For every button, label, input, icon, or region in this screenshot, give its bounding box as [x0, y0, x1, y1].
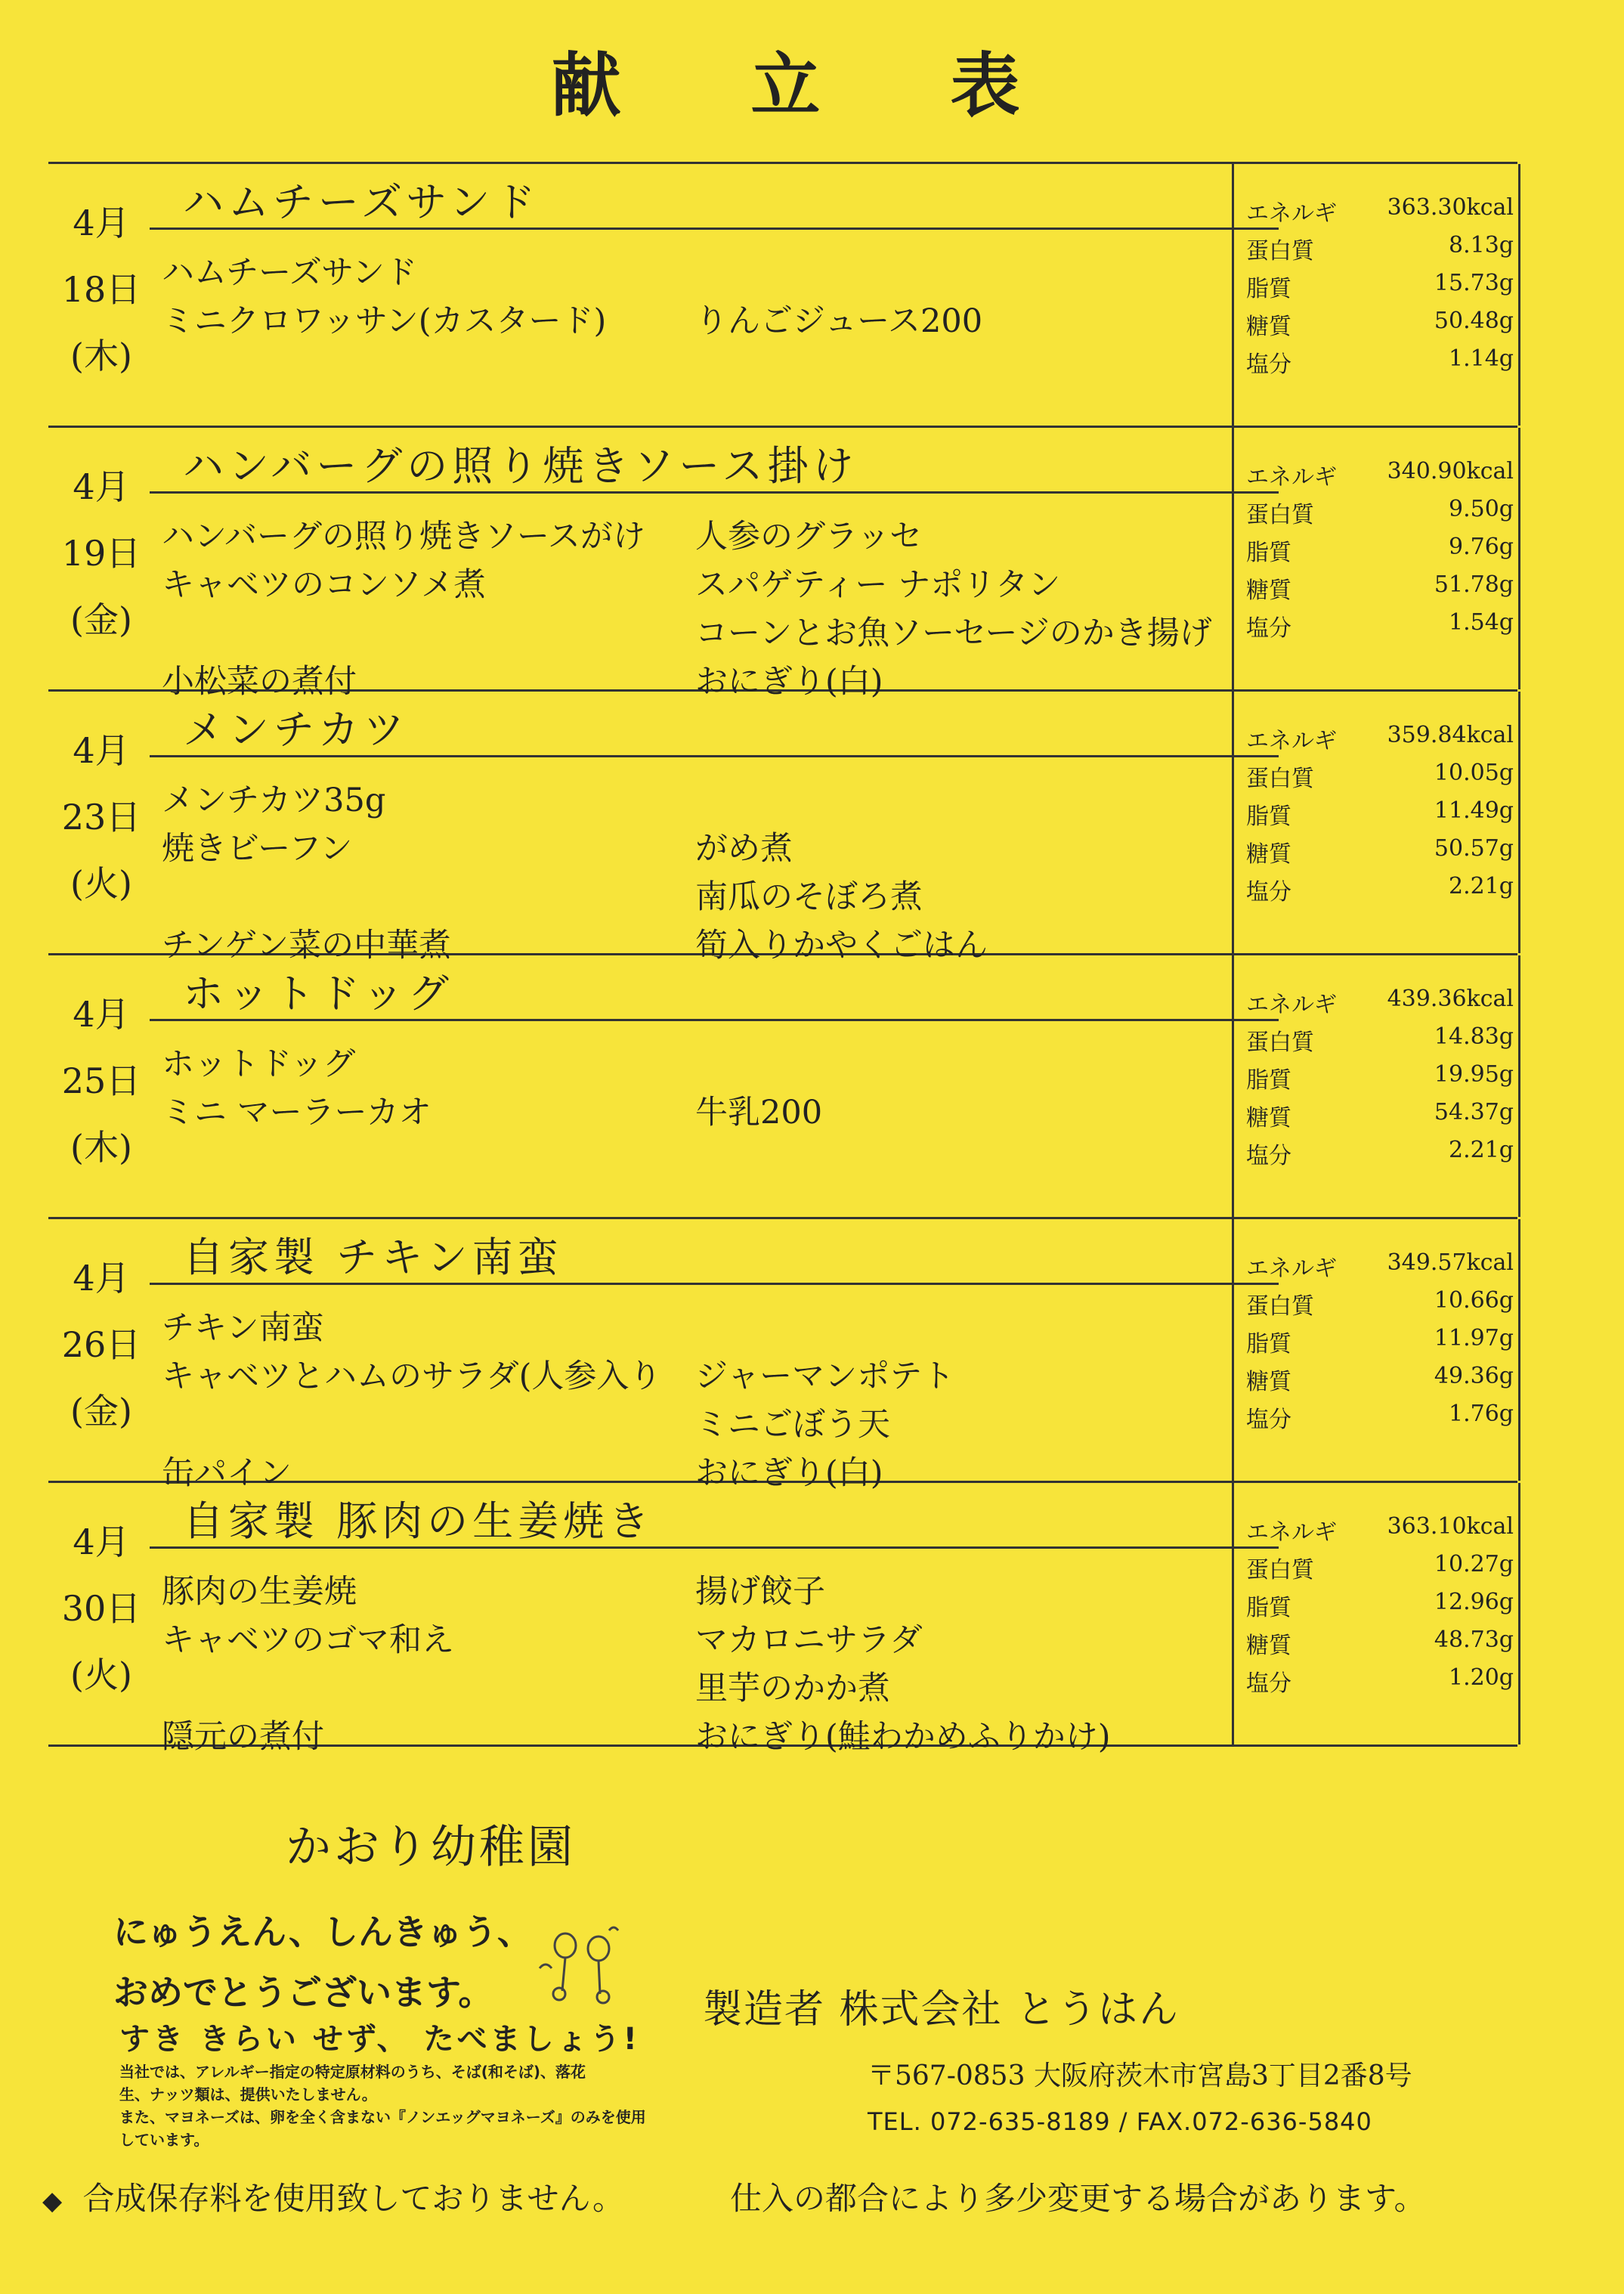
menu-item: 小松菜の煮付	[162, 663, 357, 701]
nutrition-value: 11.97g	[1434, 1325, 1514, 1351]
nutrition-value: 12.96g	[1434, 1589, 1514, 1615]
menu-item: 隠元の煮付	[162, 1718, 324, 1756]
date-day: 19日	[61, 533, 141, 574]
menu-date	[48, 190, 154, 389]
menu-date	[48, 1509, 154, 1708]
nutrition-box	[1232, 692, 1520, 953]
menu-item: 人参のグラッセ	[695, 518, 923, 556]
date-day: 26日	[61, 1324, 141, 1365]
page-title: 献 立 表	[551, 45, 1073, 126]
menu-day-row	[48, 428, 1517, 701]
nutrition-label: 塩分	[1246, 1143, 1291, 1169]
menu-date	[48, 981, 154, 1181]
nutrition-label: 糖質	[1246, 314, 1291, 340]
menu-day-row	[48, 1483, 1517, 1756]
menu-item: マカロニサラダ	[695, 1621, 923, 1659]
menu-item: ハムチーズサンド	[162, 254, 417, 292]
dish-divider	[150, 491, 1279, 494]
nutrition-value: 9.50g	[1448, 496, 1514, 522]
nutrition-label: 蛋白質	[1246, 1557, 1314, 1584]
main-dish-title: ハムチーズサンド	[183, 178, 540, 226]
nutrition-label: エネルギ	[1246, 1255, 1337, 1282]
nutrition-value: 49.36g	[1434, 1363, 1514, 1389]
nutrition-value: 11.49g	[1434, 797, 1514, 824]
date-weekday: (金)	[70, 1391, 132, 1432]
dish-divider	[150, 1283, 1279, 1285]
menu-item: おにぎり(白)	[695, 1454, 883, 1492]
date-weekday: (木)	[70, 1127, 132, 1168]
menu-item: ミニクロワッサン(カスタード)	[162, 302, 607, 340]
address: 〒567-0853 大阪府茨木市宮島3丁目2番8号	[868, 2060, 1412, 2091]
menu-item: 缶パイン	[162, 1454, 292, 1492]
nutrition-value: 14.83g	[1434, 1023, 1514, 1050]
nutrition-value: 9.76g	[1448, 534, 1514, 560]
date-month: 4月	[73, 994, 130, 1035]
menu-day-row	[48, 692, 1517, 964]
allergy-note-line-3: また、マヨネーズは、卵を全く含まない『ノンエッグマヨネーズ』のみを使用	[119, 2108, 646, 2126]
menu-item: 筍入りかやくごはん	[695, 927, 988, 964]
nutrition-value: 1.14g	[1448, 345, 1514, 372]
allergy-notes	[119, 2060, 664, 2151]
children-singing-icon	[529, 1915, 627, 2009]
nutrition-box	[1232, 955, 1520, 1217]
nutrition-label: 脂質	[1246, 1067, 1291, 1094]
footer-notes	[42, 2174, 1426, 2219]
date-month: 4月	[73, 466, 130, 507]
menu-item: 揚げ餃子	[695, 1573, 825, 1611]
date-weekday: (火)	[70, 863, 132, 904]
date-month: 4月	[73, 1258, 130, 1299]
greeting-line-2: おめでとうございます。	[113, 1972, 493, 2013]
nutrition-box	[1232, 164, 1520, 426]
nutrition-value: 1.76g	[1448, 1401, 1514, 1427]
menu-item: おにぎり(鮭わかめふりかけ)	[695, 1718, 1111, 1756]
footer-note-changes: 仕入の都合により多少変更する場合があります。	[730, 2180, 1426, 2217]
nutrition-label: エネルギ	[1246, 992, 1337, 1018]
date-month: 4月	[73, 1522, 130, 1562]
date-weekday: (木)	[70, 336, 132, 376]
nutrition-label: エネルギ	[1246, 200, 1337, 227]
greeting-line-1: にゅうえん、しんきゅう、	[113, 1912, 532, 1952]
menu-item: キャベツのゴマ和え	[162, 1621, 454, 1659]
date-day: 25日	[61, 1060, 141, 1101]
nutrition-label: 塩分	[1246, 351, 1291, 378]
menu-item: ホットドッグ	[162, 1045, 356, 1083]
allergy-note-line-4: しています。	[119, 2131, 209, 2149]
nutrition-value: 15.73g	[1434, 270, 1514, 296]
nutrition-label: 塩分	[1246, 615, 1291, 642]
menu-item: 里芋のかか煮	[695, 1670, 890, 1707]
date-weekday: (火)	[70, 1655, 132, 1695]
nutrition-value: 54.37g	[1434, 1099, 1514, 1125]
menu-item: キャベツとハムのサラダ(人参入り	[162, 1358, 662, 1395]
manufacturer: 製造者 株式会社 とうはん	[703, 1987, 1180, 2032]
nutrition-value: 10.27g	[1434, 1551, 1514, 1577]
menu-item: 豚肉の生姜焼	[162, 1573, 357, 1611]
nutrition-value: 50.57g	[1434, 835, 1514, 862]
main-dish-title: メンチカツ	[183, 706, 409, 754]
contact-numbers: TEL. 072-635-8189 / FAX.072-636-5840	[868, 2107, 1372, 2136]
menu-item: 牛乳200	[695, 1094, 823, 1132]
kindergarten-name: かおり幼稚園	[286, 1821, 576, 1874]
nutrition-value: 363.10kcal	[1387, 1513, 1514, 1540]
date-day: 30日	[61, 1588, 141, 1629]
nutrition-label: 脂質	[1246, 1331, 1291, 1358]
nutrition-label: エネルギ	[1246, 464, 1337, 491]
allergy-note-line-2: 生、ナッツ類は、提供いたしません。	[119, 2085, 377, 2104]
nutrition-label: 塩分	[1246, 1670, 1291, 1697]
nutrition-value: 363.30kcal	[1387, 194, 1514, 221]
allergy-note-line-1: 当社では、アレルギー指定の特定原材料のうち、そば(和そば)、落花	[119, 2063, 586, 2081]
nutrition-label: エネルギ	[1246, 728, 1337, 754]
nutrition-label: 蛋白質	[1246, 1293, 1314, 1320]
nutrition-value: 10.05g	[1434, 760, 1514, 786]
nutrition-label: 塩分	[1246, 879, 1291, 906]
nutrition-value: 359.84kcal	[1387, 722, 1514, 748]
menu-item: メンチカツ35g	[162, 782, 386, 819]
date-month: 4月	[73, 203, 130, 243]
nutrition-label: 脂質	[1246, 540, 1291, 566]
menu-item: がめ煮	[695, 830, 793, 868]
date-day: 23日	[61, 797, 141, 837]
menu-item: ジャーマンポテト	[695, 1358, 955, 1395]
nutrition-box	[1232, 1219, 1520, 1481]
menu-table	[48, 162, 1517, 1756]
menu-date	[48, 717, 154, 917]
menu-day-row	[48, 164, 1517, 428]
diamond-bullet-icon: ◆	[42, 2186, 63, 2216]
dish-divider	[150, 1546, 1279, 1549]
nutrition-label: エネルギ	[1246, 1519, 1337, 1546]
nutrition-box	[1232, 1483, 1520, 1744]
greeting	[113, 1902, 532, 2023]
nutrition-value: 19.95g	[1434, 1061, 1514, 1088]
main-dish-title: 自家製 豚肉の生姜焼き	[183, 1497, 654, 1545]
dish-divider	[150, 1019, 1279, 1021]
nutrition-value: 340.90kcal	[1387, 458, 1514, 484]
nutrition-value: 10.66g	[1434, 1287, 1514, 1314]
nutrition-label: 糖質	[1246, 841, 1291, 868]
nutrition-label: 蛋白質	[1246, 502, 1314, 528]
menu-date	[48, 1245, 154, 1444]
nutrition-value: 2.21g	[1448, 1137, 1514, 1163]
nutrition-value: 349.57kcal	[1387, 1249, 1514, 1276]
menu-item: スパゲティー ナポリタン	[695, 566, 1061, 604]
nutrition-label: 糖質	[1246, 1105, 1291, 1132]
menu-day-row	[48, 955, 1517, 1219]
nutrition-value: 51.78g	[1434, 571, 1514, 598]
dish-divider	[150, 755, 1279, 757]
nutrition-box	[1232, 428, 1520, 689]
nutrition-value: 48.73g	[1434, 1627, 1514, 1653]
nutrition-label: 糖質	[1246, 577, 1291, 604]
menu-item: チキン南蛮	[162, 1309, 324, 1347]
main-dish-title: 自家製 チキン南蛮	[183, 1234, 563, 1281]
nutrition-value: 50.48g	[1434, 308, 1514, 334]
nutrition-value: 1.20g	[1448, 1664, 1514, 1691]
menu-date	[48, 454, 154, 653]
date-weekday: (金)	[70, 599, 132, 640]
nutrition-label: 脂質	[1246, 1595, 1291, 1621]
main-dish-title: ホットドッグ	[183, 970, 453, 1017]
menu-item: ミニ マーラーカオ	[162, 1094, 432, 1132]
nutrition-label: 塩分	[1246, 1407, 1291, 1433]
nutrition-label: 脂質	[1246, 276, 1291, 302]
nutrition-value: 439.36kcal	[1387, 986, 1514, 1012]
nutrition-label: 糖質	[1246, 1633, 1291, 1659]
menu-item: 南瓜のそぼろ煮	[695, 878, 923, 916]
nutrition-label: 糖質	[1246, 1369, 1291, 1395]
footer-note-preservatives: 合成保存料を使用致しておりません。	[82, 2180, 625, 2217]
menu-item: コーンとお魚ソーセージのかき揚げ	[695, 615, 1212, 652]
nutrition-value: 1.54g	[1448, 609, 1514, 636]
menu-item: 焼きビーフン	[162, 830, 353, 868]
date-month: 4月	[73, 730, 130, 771]
slogan: すき きらい せず、 たべましょう!	[119, 2022, 640, 2057]
menu-item: おにぎり(白)	[695, 663, 883, 701]
menu-item: りんごジュース200	[695, 302, 983, 340]
nutrition-label: 蛋白質	[1246, 1029, 1314, 1056]
nutrition-label: 蛋白質	[1246, 766, 1314, 792]
date-day: 18日	[61, 269, 141, 310]
menu-item: キャベツのコンソメ煮	[162, 566, 487, 604]
menu-item: ハンバーグの照り焼きソースがけ	[162, 518, 645, 556]
dish-divider	[150, 228, 1279, 230]
main-dish-title: ハンバーグの照り焼きソース掛け	[183, 442, 858, 490]
menu-item: ミニごぼう天	[695, 1406, 890, 1444]
menu-item: チンゲン菜の中華煮	[162, 927, 452, 964]
nutrition-label: 蛋白質	[1246, 238, 1314, 265]
nutrition-value: 8.13g	[1448, 232, 1514, 259]
menu-day-row	[48, 1219, 1517, 1492]
nutrition-label: 脂質	[1246, 803, 1291, 830]
nutrition-value: 2.21g	[1448, 873, 1514, 899]
